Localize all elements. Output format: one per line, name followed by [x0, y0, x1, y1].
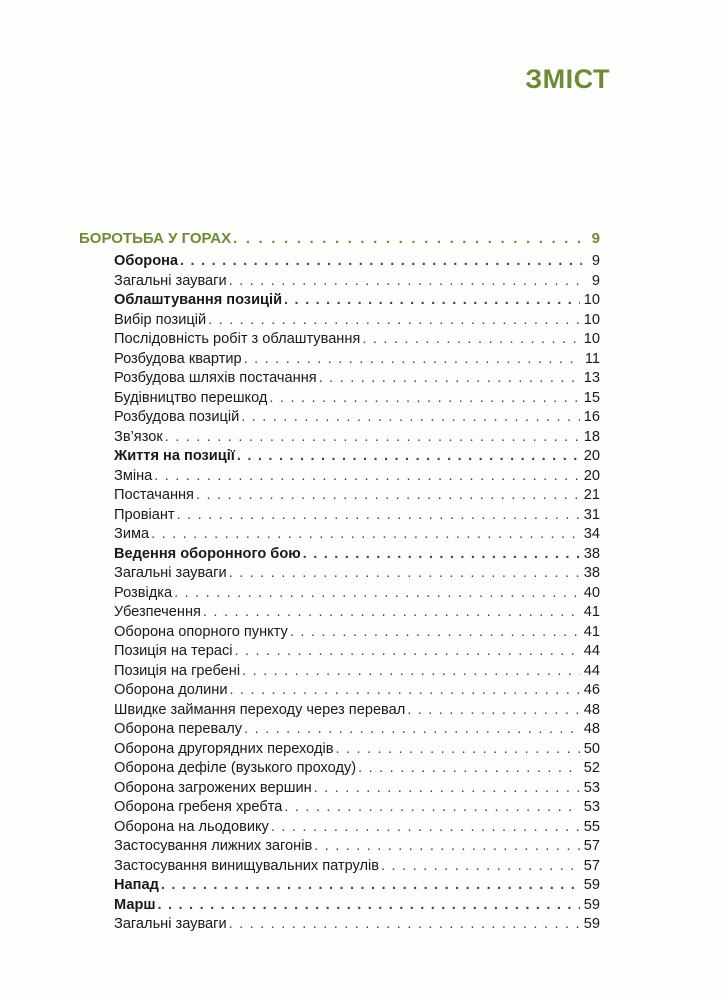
- toc-entry-title: Провіант: [114, 506, 175, 523]
- toc-entry-title: Життя на позиції: [114, 448, 235, 464]
- toc-entry-title: Зміна: [114, 467, 153, 484]
- toc-subheading[interactable]: [79, 896, 600, 916]
- toc-entry-page: 41: [583, 604, 600, 620]
- toc-entry-page: 11: [584, 350, 600, 367]
- toc-entry-page: 50: [583, 740, 600, 757]
- toc-entry-page: 21: [583, 487, 600, 503]
- toc-entry-page: 9: [591, 253, 600, 269]
- toc-entry[interactable]: [79, 564, 600, 584]
- toc-entry[interactable]: [79, 408, 600, 428]
- toc-entry[interactable]: [79, 506, 600, 526]
- toc-entry-page: 10: [583, 331, 600, 347]
- toc-entry-title: Загальні зауваги: [114, 272, 227, 289]
- dot-leader: [158, 896, 580, 916]
- toc-subheading[interactable]: [79, 252, 600, 272]
- toc-entry-title: Розбудова позицій: [114, 409, 240, 425]
- dot-leader: [284, 291, 580, 311]
- toc-entry[interactable]: [79, 642, 600, 662]
- toc-entry[interactable]: [79, 779, 600, 799]
- dot-leader: [203, 603, 580, 623]
- toc-entry-page: 10: [583, 311, 600, 328]
- toc-entry-title: Розбудова квартир: [114, 350, 242, 367]
- toc-entry[interactable]: [79, 467, 600, 487]
- toc-entry-title: Послідовність робіт з облаштування: [114, 331, 361, 347]
- toc-entry-title: Оборона опорного пункту: [114, 623, 288, 640]
- dot-leader: [314, 779, 580, 799]
- toc-entry-page: 40: [583, 584, 600, 601]
- toc-entry-title: Напад: [114, 877, 159, 893]
- toc-entry-title: Швидке займання переходу через перевал: [114, 701, 406, 718]
- toc-entry-page: 15: [583, 389, 600, 406]
- toc-entry-title: Зима: [114, 526, 150, 542]
- toc-entry-title: Позиція на терасі: [114, 643, 233, 659]
- toc-entry-page: 57: [583, 838, 600, 854]
- toc-entry-title: Зв’язок: [114, 428, 163, 445]
- dot-leader: [233, 226, 582, 252]
- toc-entry-page: 13: [583, 370, 600, 386]
- toc-section-heading[interactable]: [79, 226, 600, 252]
- toc-subheading[interactable]: [79, 876, 600, 896]
- toc-entry-page: 48: [583, 721, 600, 737]
- toc-entry-title: Розбудова шляхів постачання: [114, 370, 317, 386]
- toc-entry[interactable]: [79, 857, 600, 877]
- toc-entry-title: Будівництво перешкод: [114, 389, 268, 406]
- toc-entry-page: 10: [583, 292, 600, 308]
- toc-entry[interactable]: [79, 818, 600, 838]
- toc-entry-page: 55: [583, 818, 600, 835]
- toc-entry-title: Убезпечення: [114, 604, 201, 620]
- toc-entry[interactable]: [79, 369, 600, 389]
- toc-entry-page: 59: [583, 877, 600, 893]
- dot-leader: [154, 467, 579, 487]
- toc-entry-page: 44: [583, 643, 600, 659]
- toc-entry[interactable]: [79, 759, 600, 779]
- dot-leader: [335, 740, 579, 760]
- toc-entry-title: Загальні зауваги: [114, 565, 227, 581]
- toc-entry-page: 57: [583, 857, 600, 874]
- toc-entry[interactable]: [79, 701, 600, 721]
- dot-leader: [229, 681, 579, 701]
- toc-entry-title: Оборона перевалу: [114, 721, 243, 737]
- dot-leader: [362, 330, 579, 350]
- dot-leader: [229, 564, 580, 584]
- toc-entry-title: Постачання: [114, 487, 194, 503]
- dot-leader: [241, 408, 580, 428]
- dot-leader: [229, 272, 582, 292]
- toc-entry[interactable]: [79, 311, 600, 331]
- toc-entry-title: Вибір позицій: [114, 311, 207, 328]
- toc-entry[interactable]: [79, 330, 600, 350]
- toc-entry[interactable]: [79, 603, 600, 623]
- dot-leader: [319, 369, 580, 389]
- toc-entry-page: 18: [583, 428, 600, 445]
- toc-subheading[interactable]: [79, 447, 600, 467]
- dot-leader: [290, 623, 580, 643]
- toc-entry[interactable]: [79, 428, 600, 448]
- toc-entry-page: 46: [583, 682, 600, 698]
- dot-leader: [244, 350, 581, 370]
- toc-entry-page: 9: [591, 272, 600, 289]
- toc-entry-page: 38: [583, 565, 600, 581]
- dot-leader: [174, 584, 580, 604]
- toc-entry-page: 38: [583, 545, 600, 562]
- toc-entry[interactable]: [79, 486, 600, 506]
- toc-entry-page: 59: [583, 896, 600, 913]
- toc-entry-page: 16: [583, 409, 600, 425]
- dot-leader: [161, 876, 580, 896]
- dot-leader: [234, 642, 579, 662]
- toc-entry-page: 20: [583, 467, 600, 484]
- toc-section-page: 9: [591, 230, 600, 247]
- toc-entry-title: Оборона: [114, 253, 179, 269]
- toc-entry-page: 44: [583, 662, 600, 679]
- dot-leader: [208, 311, 580, 331]
- dot-leader: [151, 525, 580, 545]
- dot-leader: [177, 506, 580, 526]
- toc-entry-title: Оборона дефіле (вузького проходу): [114, 760, 357, 776]
- toc-subheading[interactable]: [79, 545, 600, 565]
- page-title: ЗМІСТ: [525, 64, 610, 94]
- toc-items: [79, 252, 600, 935]
- toc-entry[interactable]: [79, 272, 600, 292]
- dot-leader: [165, 428, 580, 448]
- toc-entry-title: Облаштування позицій: [114, 292, 283, 308]
- toc-entry-title: Оборона другорядних переходів: [114, 740, 334, 757]
- dot-leader: [242, 662, 580, 682]
- toc-entry-title: Ведення оборонного бою: [114, 545, 301, 562]
- toc-entry[interactable]: [79, 584, 600, 604]
- toc-entry-title: Марш: [114, 896, 156, 913]
- toc-entry-page: 31: [583, 506, 600, 523]
- toc-entry-title: Застосування лижних загонів: [114, 838, 313, 854]
- dot-leader: [180, 252, 582, 272]
- toc-entry-title: Оборона долини: [114, 682, 228, 698]
- dot-leader: [284, 798, 579, 818]
- toc-entry-title: Розвідка: [114, 584, 173, 601]
- toc-entry-page: 53: [583, 799, 600, 815]
- dot-leader: [271, 818, 580, 838]
- dot-leader: [303, 545, 580, 565]
- toc-subheading[interactable]: [79, 291, 600, 311]
- toc-entry-page: 20: [583, 448, 600, 464]
- toc-section-title: БОРОТЬБА У ГОРАХ: [79, 230, 232, 247]
- toc-entry-title: Позиція на гребені: [114, 662, 241, 679]
- toc-entry-page: 48: [583, 701, 600, 718]
- dot-leader: [358, 759, 580, 779]
- toc-entry[interactable]: [79, 720, 600, 740]
- dot-leader: [314, 837, 580, 857]
- toc-entry-title: Оборона на льодовику: [114, 818, 269, 835]
- toc-entry-page: 34: [583, 526, 600, 542]
- dot-leader: [237, 447, 580, 467]
- toc-entry-title: Оборона загрожених вершин: [114, 779, 312, 796]
- dot-leader: [229, 915, 580, 935]
- dot-leader: [381, 857, 580, 877]
- toc-entry-page: 52: [583, 760, 600, 776]
- table-of-contents: [79, 226, 600, 935]
- toc-entry[interactable]: [79, 350, 600, 370]
- toc-entry[interactable]: [79, 798, 600, 818]
- dot-leader: [407, 701, 579, 721]
- toc-entry[interactable]: [79, 681, 600, 701]
- toc-entry[interactable]: [79, 389, 600, 409]
- dot-leader: [244, 720, 580, 740]
- dot-leader: [269, 389, 579, 409]
- toc-entry[interactable]: [79, 662, 600, 682]
- toc-entry-title: Загальні зауваги: [114, 916, 227, 932]
- toc-entry[interactable]: [79, 837, 600, 857]
- toc-entry[interactable]: [79, 623, 600, 643]
- toc-entry-title: Оборона гребеня хребта: [114, 799, 283, 815]
- toc-entry[interactable]: [79, 525, 600, 545]
- toc-entry[interactable]: [79, 740, 600, 760]
- toc-entry[interactable]: [79, 915, 600, 935]
- toc-entry-title: Застосування винищувальних патрулів: [114, 857, 380, 874]
- toc-entry-page: 41: [583, 623, 600, 640]
- toc-entry-page: 53: [583, 779, 600, 796]
- toc-entry-page: 59: [583, 916, 600, 932]
- dot-leader: [196, 486, 580, 506]
